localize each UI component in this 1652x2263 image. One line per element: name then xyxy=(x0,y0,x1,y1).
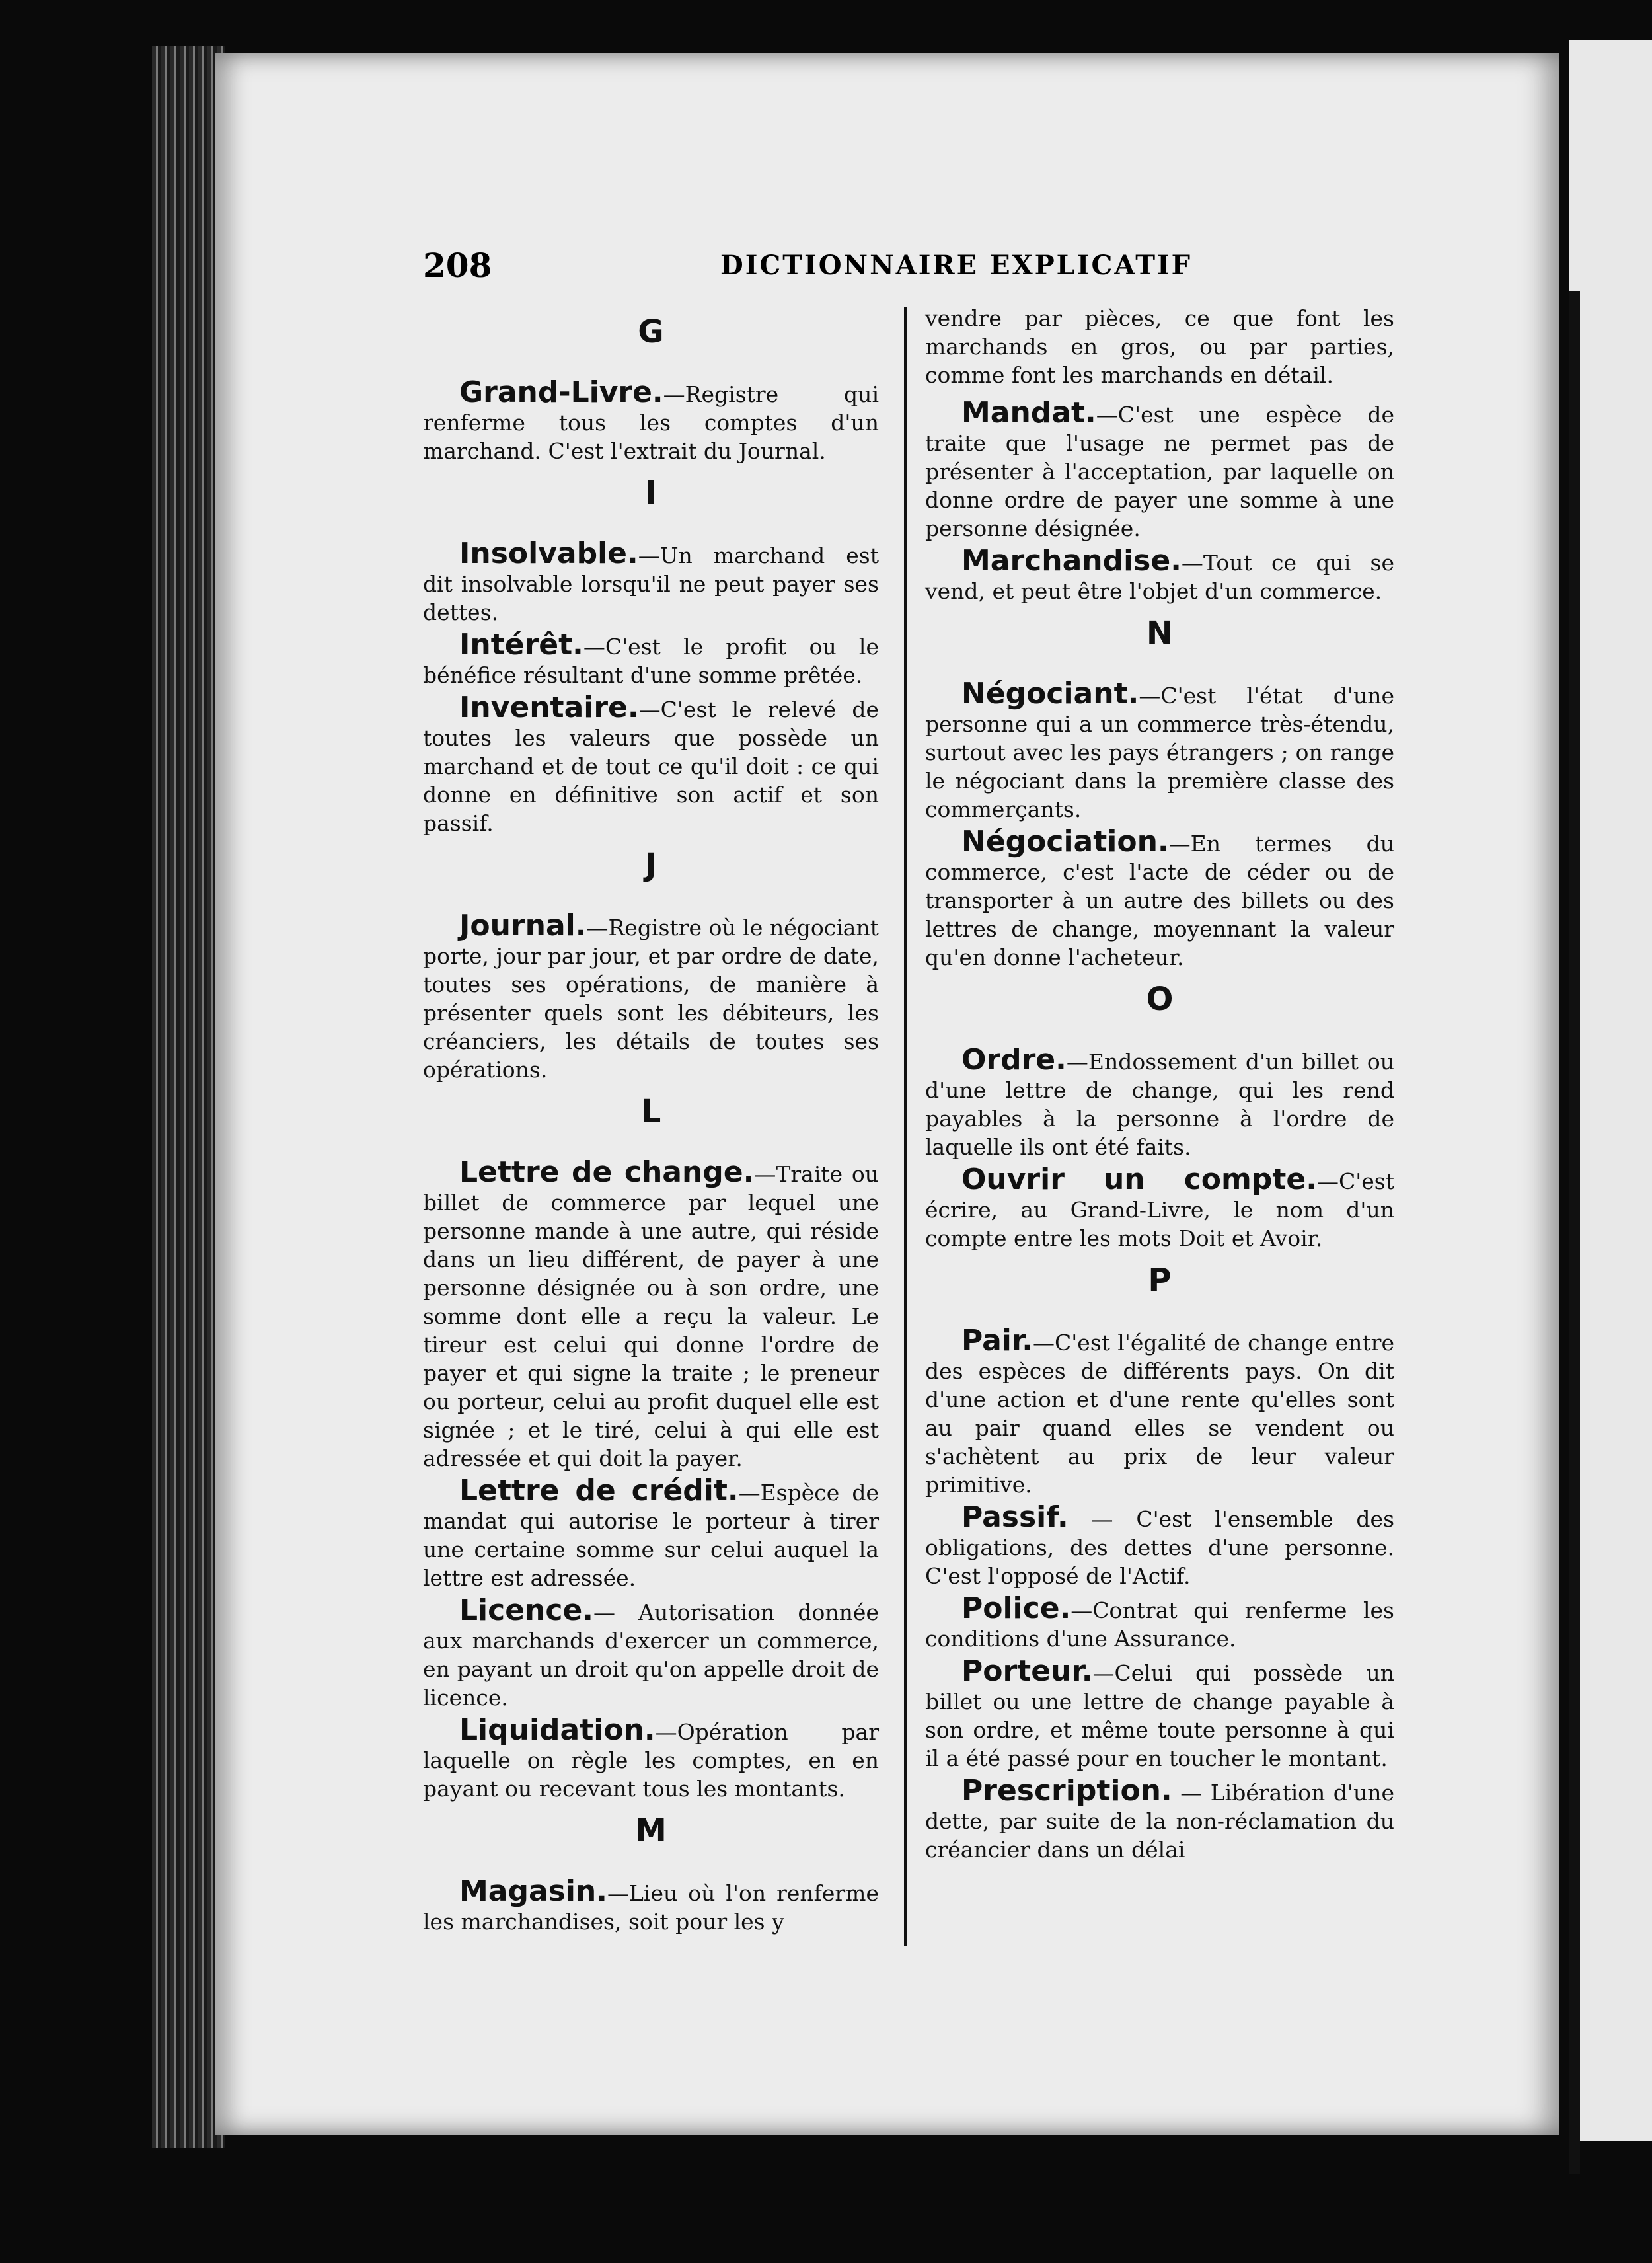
section-letter: I xyxy=(645,475,657,512)
running-title: DICTIONNAIRE EXPLICATIF xyxy=(720,250,1193,281)
entry-term: Marchandise. xyxy=(961,544,1182,578)
entry-definition: —Contrat qui renferme les conditions d'une Assurance. xyxy=(925,1597,1394,1652)
entry-definition: —Lieu où l'on renferme les marchandises, soit pour les y xyxy=(423,1880,879,1935)
section-letter: M xyxy=(635,1812,667,1849)
dictionary-entry xyxy=(925,1500,1394,1590)
entry-definition: —C'est le relevé de toutes les valeurs que possède un marchand et de tout ce qu'il doit : ce qui donne en définitive son actif et son passif. xyxy=(423,697,879,836)
dictionary-entry xyxy=(423,539,879,627)
entry-definition: —C'est une espèce de traite que l'usage ne permet pas de présenter à l'acceptation, par laquelle on donne ordre de payer une somme à une personne désignée. xyxy=(925,402,1394,541)
dictionary-entry xyxy=(423,1155,880,1473)
section-letter: J xyxy=(645,847,657,884)
dictionary-entry xyxy=(925,1165,1394,1252)
entry-definition: —Endossement d'un billet ou d'une lettre de change, qui les rend payables à la personne à l'ordre de laquelle ils ont été faits. xyxy=(925,1049,1394,1160)
entry-continuation: vendre par pièces, ce que font les marchands en gros, ou par parties, comme font les marchands en détail. xyxy=(925,305,1394,388)
page-gutter-mark xyxy=(1569,291,1580,2174)
dictionary-entry xyxy=(925,396,1394,543)
entry-term: Insolvable. xyxy=(459,537,638,570)
entry-term: Licence. xyxy=(459,1593,594,1627)
entry-definition: —C'est l'égalité de change entre des espèces de différents pays. On dit d'une action et d'une rente qu'elles sont au pair quand elles se vendent ou s'achètent au prix de leur valeur primitive. xyxy=(925,1330,1394,1498)
entry-definition: —C'est l'état d'une personne qui a un commerce très-étendu, surtout avec les pays étrangers ; on range le négociant dans la première classe des commerçants. xyxy=(925,683,1394,822)
entry-term: Mandat. xyxy=(961,396,1096,430)
dictionary-entry xyxy=(423,911,879,1084)
dictionary-entry xyxy=(925,679,1394,824)
entry-term: Lettre de change. xyxy=(459,1155,755,1189)
column-divider xyxy=(904,307,907,1946)
entry-definition: —En termes du commerce, c'est l'acte de céder ou de transporter à un autre des billets ou des lettres de change, moyennant la valeur qu'en donne l'acheteur. xyxy=(925,831,1394,970)
entry-term: Grand-Livre. xyxy=(459,375,663,409)
entry-term: Passif. xyxy=(961,1500,1069,1534)
dictionary-entry xyxy=(925,827,1394,972)
section-letter: O xyxy=(1146,981,1174,1018)
entry-term: Magasin. xyxy=(459,1874,607,1908)
dictionary-entry xyxy=(925,1774,1394,1864)
entry-definition: —Registre où le négociant porte, jour par jour, et par ordre de date, toutes ses opérations, de manière à présenter quels sont les débiteurs, les créanciers, les détails de toutes ses opérations. xyxy=(423,915,879,1083)
dictionary-entry xyxy=(423,693,879,837)
entry-term: Intérêt. xyxy=(459,628,583,662)
entry-term: Lettre de crédit. xyxy=(459,1474,739,1508)
entry-term: Inventaire. xyxy=(459,691,639,724)
facing-page-edge xyxy=(1569,40,1652,2141)
dictionary-entry xyxy=(925,1654,1394,1773)
dictionary-entry xyxy=(423,1874,879,1936)
dictionary-entry xyxy=(925,1326,1394,1499)
section-letter: P xyxy=(1148,1262,1172,1299)
entry-term: Police. xyxy=(961,1592,1071,1625)
entry-definition: —Espèce de mandat qui autorise le porteur à tirer une certaine somme sur celui auquel la lettre est adressée. xyxy=(423,1480,879,1591)
dictionary-entry xyxy=(423,1474,879,1592)
dictionary-entry xyxy=(925,1594,1394,1653)
entry-definition: —Traite ou billet de commerce par lequel une personne mande à une autre, qui réside dans un lieu différent, de payer à une personne désignée ou à son ordre, une somme dont elle a reçu la valeur. Le tireur est celui qui donne l'ordre de payer et qui signe la traite ; le preneur ou porteur, celui au profit duquel elle est signée ; et le tiré, celui à qui elle est adressée et qui doit la payer. xyxy=(423,1161,880,1471)
section-letter: L xyxy=(640,1093,661,1130)
entry-term: Prescription. xyxy=(961,1774,1172,1808)
dictionary-entry xyxy=(925,1043,1394,1161)
page-number: 208 xyxy=(423,246,492,285)
page-header xyxy=(423,246,1401,286)
entry-definition: —C'est le profit ou le bénéfice résultant d'une somme prêtée. xyxy=(423,634,879,688)
left-column xyxy=(423,304,879,1970)
entry-definition: —Opération par laquelle on règle les comptes, en en payant ou recevant tous les montants. xyxy=(423,1719,879,1802)
dictionary-entry xyxy=(423,1593,879,1712)
dictionary-entry xyxy=(423,375,879,465)
entry-term: Liquidation. xyxy=(459,1713,656,1747)
dictionary-entry xyxy=(423,1713,879,1803)
entry-definition: —Celui qui possède un billet ou une lettre de change payable à son ordre, et même toute personne à qui il a été passé pour en toucher le montant. xyxy=(925,1660,1394,1771)
entry-definition: —Tout ce qui se vend, et peut être l'objet d'un commerce. xyxy=(925,550,1394,604)
entry-term: Négociant. xyxy=(961,677,1139,710)
entry-term: Pair. xyxy=(961,1324,1033,1358)
entry-term: Ordre. xyxy=(961,1043,1067,1077)
dictionary-entry xyxy=(423,628,879,689)
entry-definition: — Libération d'une dette, par suite de la non-réclamation du créancier dans un délai xyxy=(925,1780,1394,1862)
section-letter: N xyxy=(1146,615,1174,652)
entry-term: Négociation. xyxy=(961,825,1169,859)
dictionary-entry xyxy=(925,544,1394,605)
entry-term: Ouvrir un compte. xyxy=(961,1163,1317,1196)
entry-definition: —C'est écrire, au Grand-Livre, le nom d'un compte entre les mots Doit et Avoir. xyxy=(925,1169,1394,1251)
entry-term: Journal. xyxy=(459,909,587,942)
entry-definition: — Autorisation donnée aux marchands d'exercer un commerce, en payant un droit qu'on appelle droit de licence. xyxy=(423,1599,879,1710)
entry-term: Porteur. xyxy=(961,1654,1093,1688)
book-edge xyxy=(152,46,225,2148)
entry-definition: — C'est l'ensemble des obligations, des dettes d'une personne. C'est l'opposé de l'Actif. xyxy=(925,1506,1394,1589)
entry-definition: —Registre qui renferme tous les comptes d'un marchand. C'est l'extrait du Journal. xyxy=(423,381,879,464)
entry-definition: —Un marchand est dit insolvable lorsqu'il ne peut payer ses dettes. xyxy=(423,543,879,625)
section-letter: G xyxy=(638,313,664,350)
right-column xyxy=(925,304,1394,1970)
